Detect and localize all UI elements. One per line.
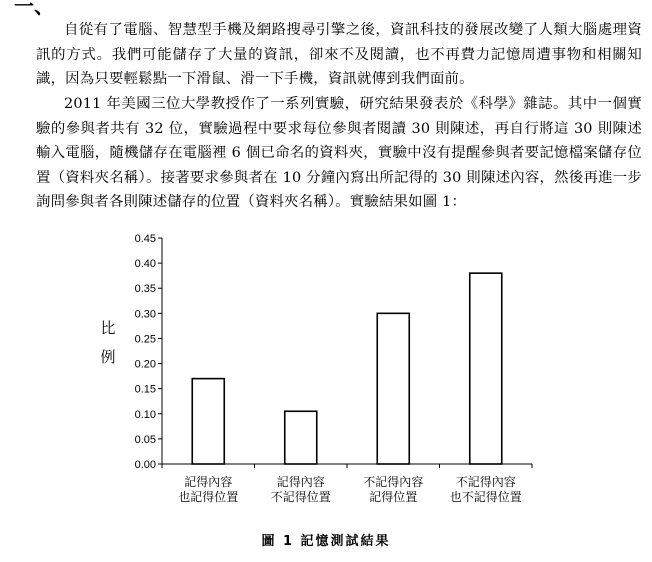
y-tick-label: 0.00	[134, 459, 156, 471]
y-tick-label: 0.35	[134, 283, 156, 296]
y-tick-label: 0.25	[134, 333, 156, 346]
bar	[285, 411, 317, 464]
y-tick-label: 0.30	[134, 308, 156, 321]
category-label: 不記得內容也不記得位置	[449, 475, 522, 504]
y-axis-label-char-1: 比	[100, 319, 116, 337]
bar	[192, 379, 224, 464]
figure-caption: 圖 1 記憶測試結果	[261, 534, 391, 549]
y-tick-label: 0.40	[134, 258, 156, 271]
category-label: 不記得內容記得位置	[363, 475, 424, 504]
y-tick-label: 0.10	[134, 408, 156, 421]
y-tick-label: 0.20	[134, 358, 156, 371]
section-heading: 一、	[14, 0, 54, 18]
paragraph-2: 2011 年美國三位大學教授作了一系列實驗，研究結果發表於《科學》雜誌。其中一個實驗的參與者共有 32 位，實驗過程中要求每位參與者閱讀 30 則陳述，再自行將這 30 則陳述輸入電腦，隨機儲存在電腦裡 6 個已命名的資料夾，實驗中沒有提醒參與者要記憶檔案儲存位置（資料夾名稱）。接著要求參與者在 10 分鐘內寫出所記得的 30 則陳述內容，然後再進一步詢問參與者各則陳述儲存的位置（資料夾名稱）。實驗結果如圖 1：	[36, 96, 642, 211]
bar	[470, 273, 502, 464]
y-tick-label: 0.05	[134, 433, 156, 446]
category-label: 記得內容不記得位置	[270, 475, 331, 504]
y-tick-label: 0.15	[134, 383, 156, 396]
category-label: 記得內容也記得位置	[178, 475, 239, 504]
bar	[377, 313, 409, 464]
paragraph-1: 自從有了電腦、智慧型手機及網路搜尋引擎之後，資訊科技的發展改變了人類大腦處理資訊的方式。我們可能儲存了大量的資訊，卻來不及閱讀，也不再費力記憶周遭事物和相關知識，因為只要輕鬆點一下滑鼠、滑一下手機，資訊就傳到我們面前。	[36, 22, 642, 88]
y-axis-label-char-2: 例	[100, 348, 116, 366]
y-tick-label: 0.45	[134, 233, 156, 245]
